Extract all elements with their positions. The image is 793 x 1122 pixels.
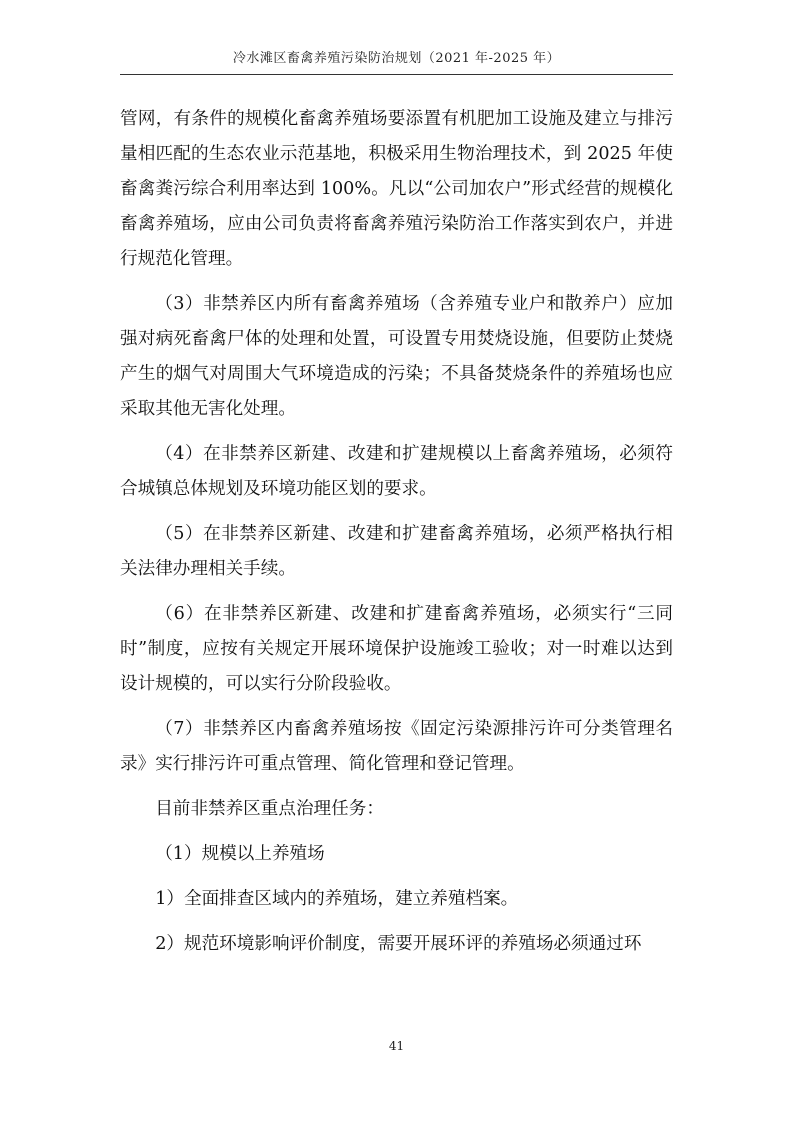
subheading-large-scale-farms: （1）规模以上养殖场	[155, 844, 325, 864]
page-header	[120, 50, 673, 68]
page-number	[0, 1038, 793, 1054]
section-lead-key-tasks: 目前非禁养区重点治理任务：	[155, 799, 384, 819]
body-paragraph-item-6: （6）在非禁养区新建、改建和扩建畜禽养殖场，必须实行“三同时”制度，应按有关规定开展环境保护设施竣工验收；对一时难以达到设计规模的，可以实行分阶段验收。	[120, 604, 673, 694]
list-item-1: 1）全面排查区域内的养殖场，建立养殖档案。	[155, 889, 519, 909]
list-item-2: 2）规范环境影响评价制度，需要开展环评的养殖场必须通过环	[155, 934, 642, 954]
body-paragraph-item-7: （7）非禁养区内畜禽养殖场按《固定污染源排污许可分类管理名录》实行排污许可重点管理、简化管理和登记管理。	[120, 719, 673, 774]
body-paragraph-item-5: （5）在非禁养区新建、改建和扩建畜禽养殖场，必须严格执行相关法律办理相关手续。	[120, 524, 673, 579]
page-body	[120, 102, 673, 972]
page-number-text: 41	[388, 1039, 405, 1053]
header-divider	[120, 74, 673, 75]
body-paragraph-item-4: （4）在非禁养区新建、改建和扩建规模以上畜禽养殖场，必须符合城镇总体规划及环境功能区划的要求。	[120, 444, 673, 499]
body-paragraph-item-3: （3）非禁养区内所有畜禽养殖场（含养殖专业户和散养户）应加强对病死畜禽尸体的处理和处置，可设置专用焚烧设施，但要防止焚烧产生的烟气对周围大气环境造成的污染；不具备焚烧条件的养殖场也应采取其他无害化处理。	[120, 294, 673, 419]
header-title: 冷水滩区畜禽养殖污染防治规划（2021 年-2025 年）	[232, 51, 561, 66]
body-paragraph-continuation: 管网，有条件的规模化畜禽养殖场要添置有机肥加工设施及建立与排污量相匹配的生态农业示范基地，积极采用生物治理技术，到 2025 年使畜禽粪污综合利用率达到 100%。凡以“公司加农户”形式经营的规模化畜禽养殖场，应由公司负责将畜禽养殖污染防治工作落实到农户，并进行规范化管理。	[120, 109, 673, 269]
